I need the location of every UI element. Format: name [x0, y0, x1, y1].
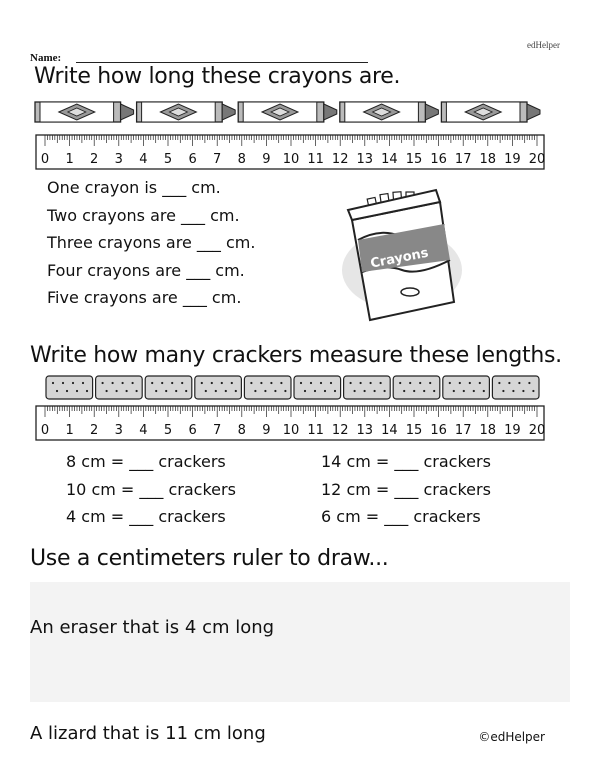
cracker	[492, 376, 539, 399]
section2-title: Write how many crackers measure these lengths.	[30, 343, 562, 368]
cracker-question: 4 cm = ___ crackers	[66, 507, 226, 526]
ruler-number: 11	[307, 152, 324, 167]
crayon	[340, 102, 439, 122]
cracker-right-column	[321, 452, 491, 535]
crayon-box-illustration	[340, 180, 470, 330]
ruler-number: 1	[65, 152, 74, 167]
ruler-number: 4	[139, 423, 148, 438]
ruler-number: 6	[188, 423, 197, 438]
cracker-question: 10 cm = ___ crackers	[66, 479, 236, 499]
crayon-row	[34, 98, 542, 126]
ruler-number: 14	[381, 152, 398, 167]
ruler-number: 20	[528, 423, 545, 438]
ruler-number: 9	[262, 423, 271, 438]
cracker	[46, 376, 93, 399]
ruler-number: 1	[65, 423, 74, 438]
ruler-number: 18	[479, 152, 497, 167]
ruler-number: 20	[528, 152, 545, 167]
ruler-number: 4	[139, 152, 148, 167]
cracker	[294, 376, 341, 399]
name-line[interactable]	[76, 62, 368, 63]
ruler-number: 3	[114, 152, 123, 167]
ruler-number: 3	[114, 423, 123, 438]
ruler-number: 8	[237, 423, 246, 438]
ruler-number: 18	[479, 423, 497, 438]
ruler-top	[35, 134, 545, 170]
ruler-number: 5	[163, 152, 173, 167]
sentence-item: Two crayons are ___ cm.	[47, 205, 240, 225]
ruler-number: 9	[262, 152, 271, 167]
crayon	[35, 102, 134, 122]
section3-title: Use a centimeters ruler to draw...	[30, 546, 389, 571]
crayon	[238, 102, 337, 122]
ruler-number: 2	[90, 152, 99, 167]
ruler-number: 7	[213, 152, 222, 167]
sentence-item: Four crayons are ___ cm.	[47, 260, 245, 280]
cracker-question: 12 cm = ___ crackers	[321, 479, 491, 499]
sentence-item: Three crayons are ___ cm.	[47, 233, 256, 252]
crayon-sentences	[47, 178, 255, 316]
sentence-item: One crayon is ___ cm.	[47, 178, 221, 197]
crayon	[441, 102, 540, 122]
cracker	[96, 376, 143, 399]
ruler-number: 6	[188, 152, 197, 167]
ruler-bottom	[35, 405, 545, 441]
drawing-area[interactable]	[30, 582, 570, 702]
ruler-number: 11	[307, 423, 324, 438]
ruler-number: 2	[90, 423, 99, 438]
crayon-box-label: Crayons	[369, 245, 430, 272]
ruler-number: 7	[213, 423, 222, 438]
cracker-left-column	[66, 452, 236, 535]
cracker	[195, 376, 242, 399]
cracker-question: 14 cm = ___ crackers	[321, 452, 491, 471]
task-eraser: An eraser that is 4 cm long	[30, 617, 275, 638]
ruler-number: 17	[454, 152, 472, 167]
task-lizard: A lizard that is 11 cm long	[30, 723, 266, 744]
ruler-number: 12	[331, 152, 349, 167]
ruler-number: 10	[282, 423, 300, 438]
ruler-number: 17	[454, 423, 472, 438]
crayon	[137, 102, 236, 122]
footer-copyright: ©edHelper	[478, 730, 545, 744]
cracker-question: 6 cm = ___ crackers	[321, 507, 481, 526]
cracker	[344, 376, 391, 399]
ruler-number: 19	[504, 423, 521, 438]
ruler-number: 19	[504, 152, 521, 167]
ruler-number: 13	[356, 423, 374, 438]
ruler-number: 5	[163, 423, 173, 438]
name-label: Name:	[30, 52, 62, 64]
cracker	[393, 376, 440, 399]
ruler-number: 16	[430, 423, 447, 438]
ruler-number: 14	[381, 423, 398, 438]
ruler-number: 0	[40, 152, 50, 167]
ruler-number: 10	[282, 152, 300, 167]
ruler-number: 16	[430, 152, 447, 167]
ruler-number: 15	[405, 152, 423, 167]
ruler-number: 8	[237, 152, 246, 167]
cracker	[145, 376, 192, 399]
ruler-number: 15	[405, 423, 423, 438]
ruler-number: 0	[40, 423, 50, 438]
ruler-number: 12	[331, 423, 349, 438]
cracker	[244, 376, 291, 399]
ruler-number: 13	[356, 152, 374, 167]
cracker-question: 8 cm = ___ crackers	[66, 452, 226, 471]
sentence-item: Five crayons are ___ cm.	[47, 288, 242, 307]
section1-title: Write how long these crayons are.	[34, 64, 401, 89]
cracker	[443, 376, 490, 399]
brand-text: edHelper	[527, 40, 560, 50]
cracker-row	[45, 375, 541, 401]
